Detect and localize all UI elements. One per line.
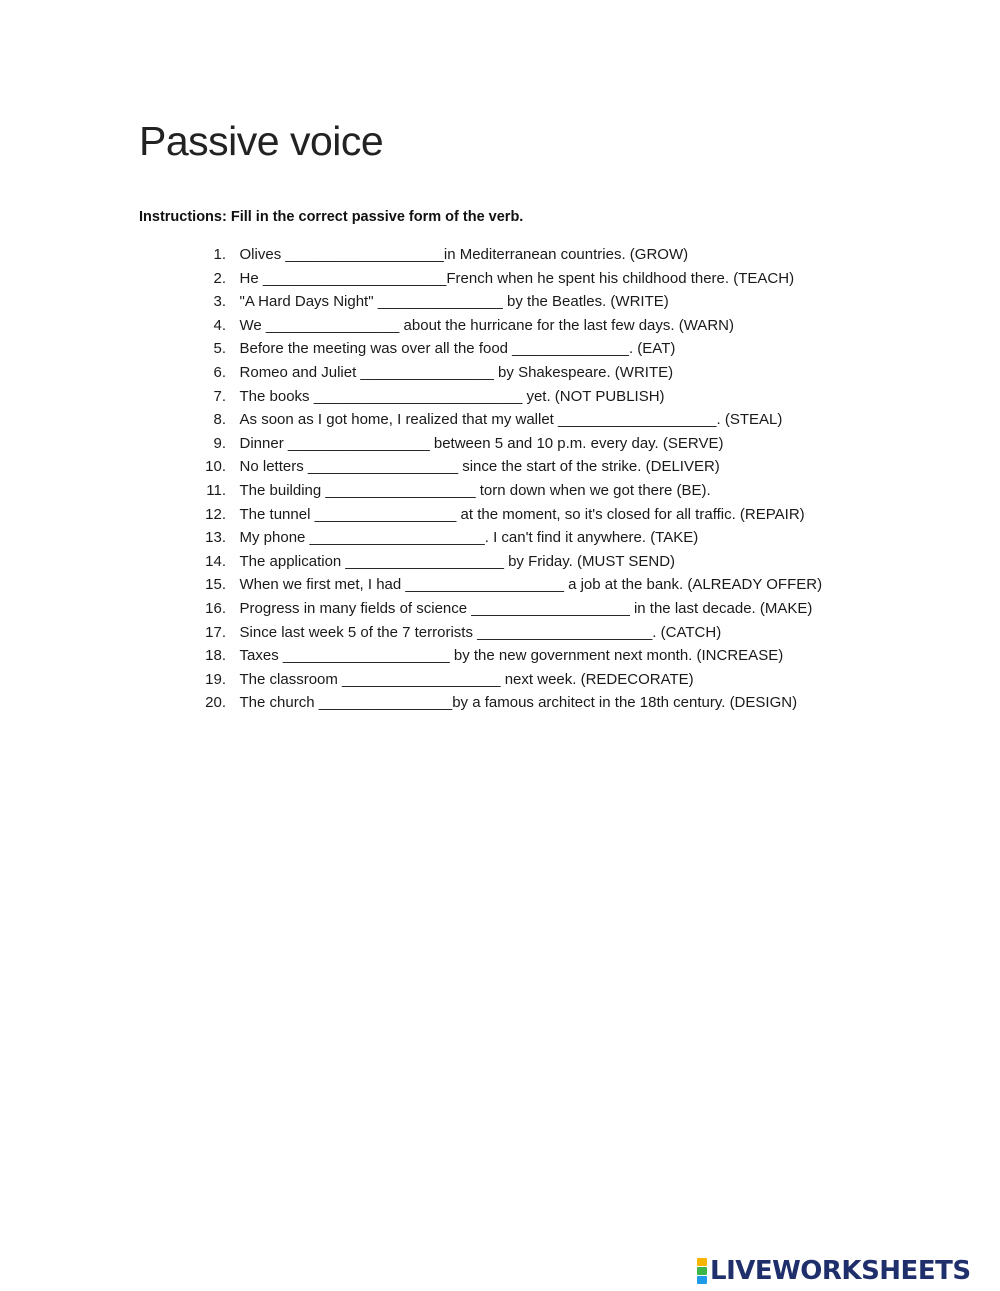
logo-block-yellow <box>697 1258 707 1266</box>
exercise-number: 3. <box>213 293 226 311</box>
exercise-sentence: The church ________________by a famous architect in the 18th century. (DESIGN) <box>239 694 798 712</box>
exercise-item <box>190 623 950 647</box>
instructions: Instructions: Fill in the correct passive form of the verb. <box>139 209 524 225</box>
exercise-sentence: Progress in many fields of science ___________________ in the last decade. (MAKE) <box>239 599 813 617</box>
page-title: Passive voice <box>139 118 384 164</box>
exercise-number: 2. <box>213 269 226 287</box>
exercise-sentence: Before the meeting was over all the food ______________. (EAT) <box>239 340 676 358</box>
exercise-number: 16. <box>205 599 226 617</box>
exercise-item <box>190 552 950 576</box>
exercise-sentence: The building __________________ torn down when we got there (BE). <box>239 481 711 499</box>
exercise-number: 17. <box>205 623 226 641</box>
exercise-item <box>190 434 950 458</box>
logo-text: LIVEWORKSHEETS <box>710 1256 971 1286</box>
exercise-sentence: Romeo and Juliet ________________ by Shakespeare. (WRITE) <box>239 363 674 381</box>
exercise-number: 11. <box>206 481 226 499</box>
exercise-sentence: My phone _____________________. I can't find it anywhere. (TAKE) <box>239 529 699 547</box>
exercise-sentence: Since last week 5 of the 7 terrorists _____________________. (CATCH) <box>239 623 722 641</box>
exercise-number: 8. <box>213 411 226 429</box>
exercise-number: 6. <box>213 363 226 381</box>
exercise-item <box>190 670 950 694</box>
exercise-number: 9. <box>213 434 226 452</box>
exercise-sentence: As soon as I got home, I realized that my wallet ___________________. (STEAL) <box>239 411 783 429</box>
exercise-item <box>190 693 950 717</box>
exercise-number: 10. <box>205 458 226 476</box>
exercise-item <box>190 387 950 411</box>
exercise-number: 13. <box>205 529 226 547</box>
exercise-item <box>190 245 950 269</box>
exercise-sentence: We ________________ about the hurricane for the last few days. (WARN) <box>239 316 734 334</box>
exercise-number: 15. <box>205 576 226 594</box>
exercise-item <box>190 292 950 316</box>
exercise-number: 7. <box>213 387 226 405</box>
exercise-number: 12. <box>205 505 226 523</box>
exercise-list <box>190 245 950 717</box>
exercise-item <box>190 481 950 505</box>
exercise-item <box>190 410 950 434</box>
exercise-number: 18. <box>205 647 226 665</box>
exercise-sentence: No letters __________________ since the start of the strike. (DELIVER) <box>239 458 720 476</box>
exercise-sentence: The classroom ___________________ next week. (REDECORATE) <box>239 670 694 688</box>
liveworksheets-logo <box>697 1258 971 1284</box>
exercise-item <box>190 339 950 363</box>
exercise-sentence: Taxes ____________________ by the new government next month. (INCREASE) <box>239 647 784 665</box>
exercise-item <box>190 505 950 529</box>
exercise-item <box>190 528 950 552</box>
exercise-number: 20. <box>205 694 226 712</box>
exercise-sentence: Dinner _________________ between 5 and 10 p.m. every day. (SERVE) <box>239 434 724 452</box>
exercise-sentence: "A Hard Days Night" _______________ by the Beatles. (WRITE) <box>239 293 669 311</box>
liveworksheets-logo-icon <box>697 1258 707 1284</box>
exercise-number: 4. <box>213 316 226 334</box>
exercise-number: 14. <box>205 552 226 570</box>
exercise-sentence: The application ___________________ by Friday. (MUST SEND) <box>239 552 676 570</box>
exercise-item <box>190 646 950 670</box>
exercise-sentence: The books _________________________ yet. (NOT PUBLISH) <box>239 387 665 405</box>
logo-block-green <box>697 1267 707 1275</box>
exercise-item <box>190 316 950 340</box>
exercise-number: 19. <box>205 670 226 688</box>
logo-block-blue <box>697 1276 707 1284</box>
exercise-item <box>190 363 950 387</box>
exercise-sentence: Olives ___________________in Mediterranean countries. (GROW) <box>239 246 689 263</box>
exercise-item <box>190 269 950 293</box>
exercise-item <box>190 457 950 481</box>
exercise-sentence: When we first met, I had ___________________ a job at the bank. (ALREADY OFFER) <box>239 576 823 594</box>
exercise-number: 5. <box>213 340 226 358</box>
exercise-item <box>190 599 950 623</box>
exercise-sentence: The tunnel _________________ at the moment, so it's closed for all traffic. (REPAIR) <box>239 505 805 523</box>
exercise-number: 1. <box>213 246 226 263</box>
exercise-sentence: He ______________________French when he spent his childhood there. (TEACH) <box>239 269 795 287</box>
exercise-item <box>190 575 950 599</box>
